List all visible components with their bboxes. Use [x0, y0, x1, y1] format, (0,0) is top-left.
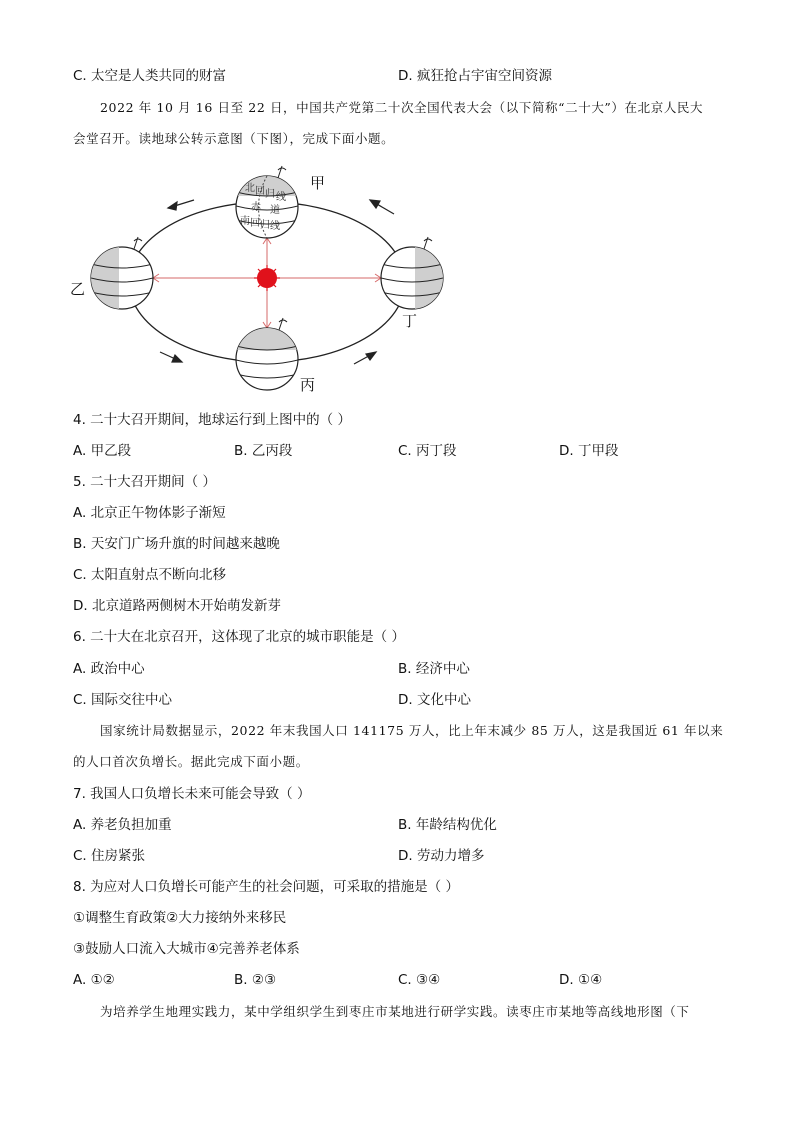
globe-ding: [381, 237, 443, 309]
q7-option-c: C. 住房紧张: [73, 848, 146, 864]
q8-option-a: A. ①②: [73, 972, 115, 988]
q5-option-c: C. 太阳直射点不断向北移: [73, 567, 227, 583]
svg-text:南: 南: [240, 216, 250, 227]
globe-yi-axis-icon: [134, 237, 142, 249]
q8-option-d: D. ①④: [559, 972, 603, 988]
svg-text:道: 道: [270, 205, 280, 216]
svg-text:北: 北: [245, 183, 255, 194]
passage2-line2: 的人口首次负增长。据此完成下面小题。: [73, 754, 309, 769]
label-yi: 乙: [70, 280, 86, 298]
q7-option-d: D. 劳动力增多: [398, 848, 485, 864]
q7-option-a: A. 养老负担加重: [73, 817, 172, 833]
q6-option-a: A. 政治中心: [73, 661, 145, 677]
q8-option-c: C. ③④: [398, 972, 441, 988]
label-ding: 丁: [402, 312, 418, 330]
q5-stem: 5. 二十大召开期间（ ）: [73, 474, 216, 490]
q8-option-b: B. ②③: [234, 972, 277, 988]
globe-ding-axis-icon: [424, 237, 432, 249]
svg-text:线: 线: [270, 221, 280, 232]
sun-icon: [254, 265, 280, 291]
earth-revolution-diagram: [64, 164, 464, 396]
svg-text:归: 归: [260, 220, 270, 231]
globe-bing: [236, 318, 298, 390]
q4-stem: 4. 二十大召开期间，地球运行到上图中的（ ）: [73, 412, 351, 428]
q6-option-c: C. 国际交往中心: [73, 692, 173, 708]
label-bing: 丙: [300, 376, 316, 394]
globe-yi: [91, 237, 153, 309]
passage1-line1: 2022 年 10 月 16 日至 22 日，中国共产党第二十次全国代表大会（以下简称“二十大”）在北京人民大: [100, 100, 704, 115]
q6-option-d: D. 文化中心: [398, 692, 471, 708]
q3-option-d: D. 疯狂抢占宇宙空间资源: [398, 68, 552, 84]
q6-option-b: B. 经济中心: [398, 661, 470, 677]
q5-option-d: D. 北京道路两侧树木开始萌发新芽: [73, 598, 281, 614]
svg-text:线: 线: [276, 192, 286, 203]
passage1-line2: 会堂召开。读地球公转示意图（下图），完成下面小题。: [73, 131, 395, 146]
q3-option-c: C. 太空是人类共同的财富: [73, 68, 227, 84]
globe-bing-axis-icon: [279, 318, 287, 330]
q4-option-d: D. 丁甲段: [559, 443, 619, 459]
q5-option-b: B. 天安门广场升旗的时间越来越晚: [73, 536, 280, 552]
globe-jia: [236, 166, 298, 238]
svg-text:归: 归: [265, 189, 275, 200]
q4-option-a: A. 甲乙段: [73, 443, 132, 459]
q8-stem: 8. 为应对人口负增长可能产生的社会问题，可采取的措施是（ ）: [73, 879, 459, 895]
q6-stem: 6. 二十大在北京召开，这体现了北京的城市职能是（ ）: [73, 629, 405, 645]
globe-jia-axis-icon: [278, 166, 286, 178]
q8-item-2: ③鼓励人口流入大城市④完善养老体系: [73, 941, 300, 957]
q4-option-c: C. 丙丁段: [398, 443, 457, 459]
svg-text:回: 回: [250, 218, 260, 229]
svg-text:回: 回: [255, 186, 265, 197]
svg-text:赤: 赤: [251, 202, 261, 213]
q5-option-a: A. 北京正午物体影子渐短: [73, 505, 226, 521]
label-jia: 甲: [310, 174, 326, 192]
q8-item-1: ①调整生育政策②大力接纳外来移民: [73, 910, 287, 926]
passage3-line1: 为培养学生地理实践力，某中学组织学生到枣庄市某地进行研学实践。读枣庄市某地等高线地形图（下: [100, 1004, 690, 1019]
q4-option-b: B. 乙丙段: [234, 443, 293, 459]
passage2-line1: 国家统计局数据显示，2022 年末我国人口 141175 万人，比上年末减少 85 万人，这是我国近 61 年以来: [100, 723, 724, 738]
q7-option-b: B. 年龄结构优化: [398, 817, 497, 833]
q7-stem: 7. 我国人口负增长未来可能会导致（ ）: [73, 786, 311, 802]
